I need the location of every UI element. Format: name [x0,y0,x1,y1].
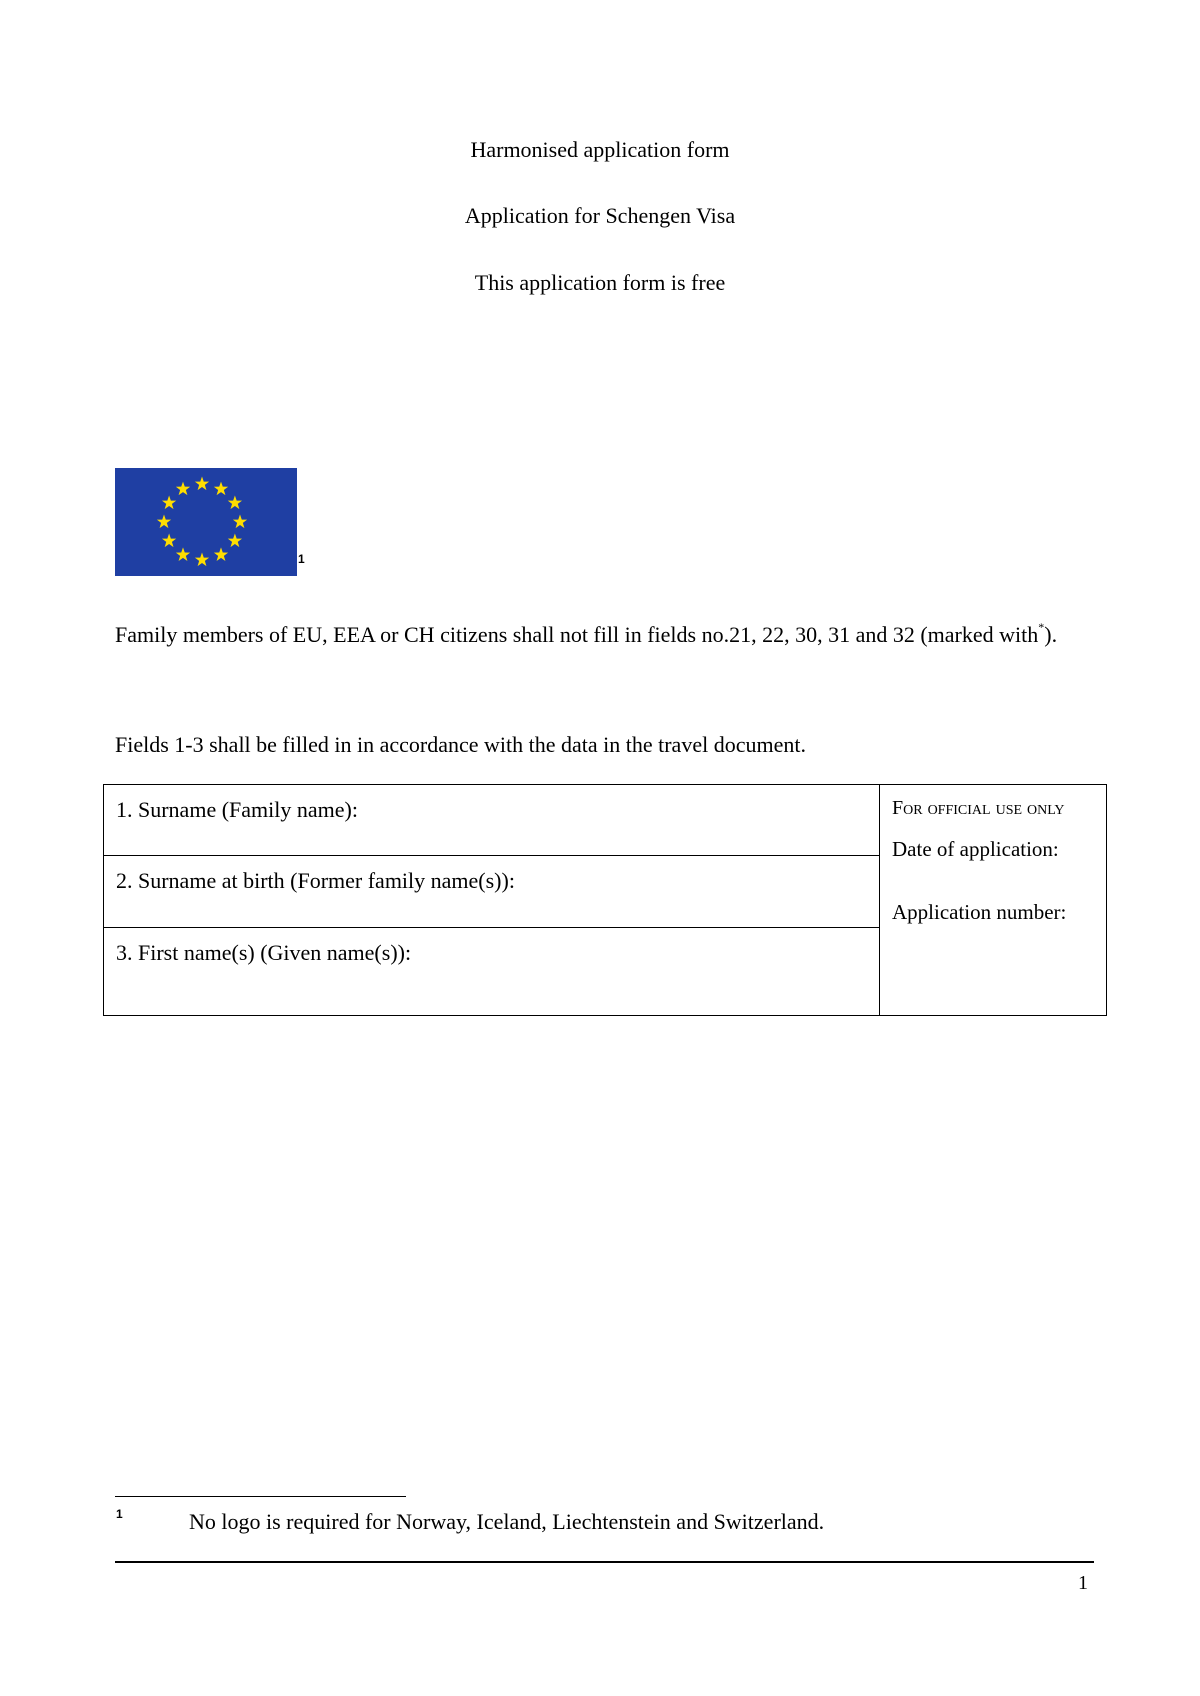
family-members-instruction [115,614,1100,656]
fields-instruction: Fields 1-3 shall be filled in in accordance with the data in the travel document. [115,732,806,757]
free-note: This application form is free [474,270,726,295]
eu-flag-logo [115,468,297,576]
date-of-application-label: Date of application: [892,837,1059,861]
family-members-text: Family members of EU, EEA or CH citizens shall not fill in fields no.21, 22, 30, 31 and 32 (marked with [115,622,1039,647]
form-subtitle: Application for Schengen Visa [464,203,736,228]
asterisk-mark: * [1038,619,1045,634]
footnote-text: No logo is required for Norway, Iceland, Liechtenstein and Switzerland. [189,1509,825,1534]
first-names-field[interactable] [104,928,880,1016]
logo-footnote-reference: 1 [298,552,305,566]
official-use-box [880,785,1107,1016]
page-number: 1 [1078,1572,1088,1594]
application-number-label: Application number: [892,900,1067,924]
eu-flag-icon [115,468,297,576]
surname-label: 1. Surname (Family name): [116,797,358,822]
footnote-separator [115,1496,406,1497]
surname-at-birth-label: 2. Surname at birth (Former family name(s)): [116,868,515,893]
surname-field[interactable] [104,785,880,856]
surname-at-birth-field[interactable] [104,856,880,928]
official-use-title: For official use only [892,797,1065,819]
first-names-label: 3. First name(s) (Given name(s)): [116,940,412,965]
footer-separator [115,1561,1094,1563]
personal-data-table [103,784,1107,1016]
family-members-end: ). [1044,622,1058,647]
form-title: Harmonised application form [470,137,730,162]
footnote-number: 1 [116,1507,123,1521]
